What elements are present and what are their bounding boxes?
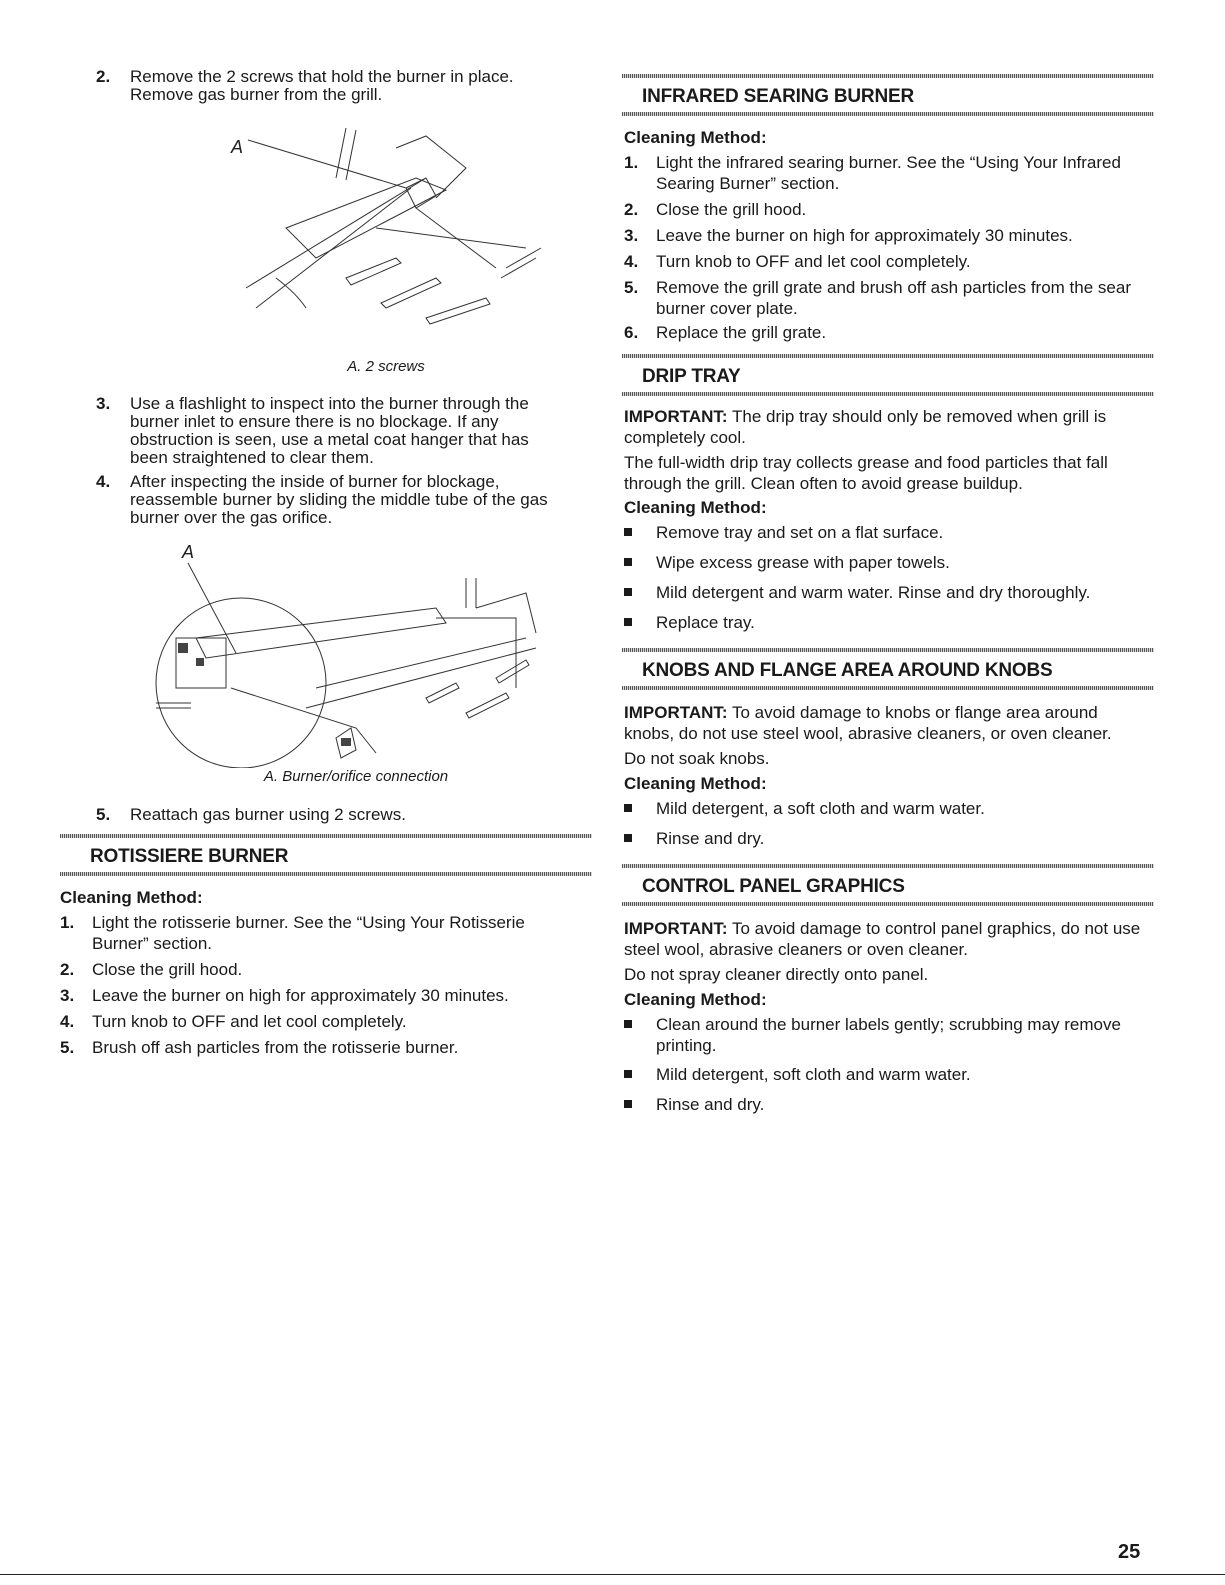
cleaning-method-label: Cleaning Method: <box>624 990 767 1009</box>
list-item: Replace tray. <box>624 612 1149 633</box>
cleaning-method-label: Cleaning Method: <box>624 498 767 517</box>
list-item: 3. Leave the burner on high for approximately 30 minutes. <box>60 986 509 1005</box>
step-4: 4. After inspecting the inside of burner for blockage, reassemble burner by sliding the middle tube of the gas burner over the gas orifice. <box>96 472 548 527</box>
list-item: Rinse and dry. <box>624 1094 1149 1115</box>
list-item: 3. Leave the burner on high for approximately 30 minutes. <box>624 226 1073 245</box>
cleaning-method-label: Cleaning Method: <box>624 774 767 793</box>
list-item: Mild detergent, a soft cloth and warm water. <box>624 798 1149 819</box>
section-rule <box>622 112 1154 116</box>
section-rule <box>622 902 1154 906</box>
important-note: IMPORTANT: To avoid damage to control panel graphics, do not use steel wool, abrasive cleaners or oven cleaner. <box>624 919 1141 959</box>
figure-2-caption: A. Burner/orifice connection <box>263 768 449 785</box>
bullet-icon <box>624 1020 632 1028</box>
list-item: Wipe excess grease with paper towels. <box>624 552 1149 573</box>
section-title-control-panel: CONTROL PANEL GRAPHICS <box>642 876 905 897</box>
list-item: Rinse and dry. <box>624 828 1149 849</box>
section-rule <box>622 354 1154 358</box>
list-item: 2. Close the grill hood. <box>624 200 807 219</box>
section-title-drip-tray: DRIP TRAY <box>642 366 741 387</box>
list-item: 1. Light the rotisserie burner. See the “Using Your Rotisserie Burner” section. <box>60 913 525 953</box>
burner-screws-illustration <box>196 118 576 348</box>
list-item: 4. Turn knob to OFF and let cool completely. <box>60 1012 407 1031</box>
bullet-icon <box>624 558 632 566</box>
burner-orifice-figure <box>136 538 576 798</box>
bullet-icon <box>624 834 632 842</box>
list-item: 1. Light the infrared searing burner. See the “Using Your Infrared Searing Burner” section. <box>624 153 1121 193</box>
paragraph: The full-width drip tray collects grease and food particles that fall through the grill. Clean often to avoid grease buildup. <box>624 453 1108 493</box>
section-title-infrared: INFRARED SEARING BURNER <box>642 86 914 107</box>
list-item: Mild detergent and warm water. Rinse and dry thoroughly. <box>624 582 1149 603</box>
figure-2-label: A <box>182 542 195 562</box>
section-rule <box>60 872 592 876</box>
figure-1-label: A <box>231 137 244 157</box>
bullet-icon <box>624 804 632 812</box>
list-item: 5. Remove the grill grate and brush off ash particles from the sear burner cover plate. <box>624 278 1131 318</box>
important-note: IMPORTANT: The drip tray should only be removed when grill is completely cool. <box>624 407 1107 447</box>
cleaning-method-label: Cleaning Method: <box>60 888 203 907</box>
step-5: 5. Reattach gas burner using 2 screws. <box>96 805 406 824</box>
list-item: Remove tray and set on a flat surface. <box>624 522 1149 543</box>
list-item: 2. Close the grill hood. <box>60 960 243 979</box>
bullet-icon <box>624 1070 632 1078</box>
important-note: IMPORTANT: To avoid damage to knobs or flange area around knobs, do not use steel wool, abrasive cleaners, or oven cleaner. <box>624 703 1112 743</box>
section-title-knobs: KNOBS AND FLANGE AREA AROUND KNOBS <box>642 660 1053 681</box>
cleaning-method-label: Cleaning Method: <box>624 128 767 147</box>
bullet-icon <box>624 618 632 626</box>
figure-1-caption: A. 2 screws <box>347 358 425 375</box>
bullet-icon <box>624 528 632 536</box>
paragraph: Do not soak knobs. <box>624 749 770 768</box>
section-rule <box>622 74 1154 78</box>
step-2: 2. Remove the 2 screws that hold the burner in place. Remove gas burner from the grill. <box>96 67 514 104</box>
list-item: Mild detergent, soft cloth and warm water. <box>624 1064 1149 1085</box>
paragraph: Do not spray cleaner directly onto panel. <box>624 965 929 984</box>
list-item: 6. Replace the grill grate. <box>624 323 827 342</box>
list-item: 5. Brush off ash particles from the rotisserie burner. <box>60 1038 459 1057</box>
burner-screws-figure <box>196 118 576 380</box>
section-rule <box>622 392 1154 396</box>
section-title-rotisserie: ROTISSIERE BURNER <box>90 846 289 867</box>
section-rule <box>622 686 1154 690</box>
bullet-icon <box>624 588 632 596</box>
burner-orifice-illustration <box>136 538 576 768</box>
section-rule <box>60 834 592 838</box>
section-rule <box>622 648 1154 652</box>
page-number: 25 <box>1118 1541 1141 1563</box>
bottom-rule <box>0 1574 1225 1575</box>
section-rule <box>622 864 1154 868</box>
list-item: Clean around the burner labels gently; scrubbing may remove printing. <box>624 1014 1149 1056</box>
list-item: 4. Turn knob to OFF and let cool completely. <box>624 252 971 271</box>
bullet-icon <box>624 1100 632 1108</box>
step-3: 3. Use a flashlight to inspect into the burner through the burner inlet to ensure there is no blockage. If any obstruction is seen, use a metal coat hanger that has been straightened to clear them. <box>96 394 529 467</box>
